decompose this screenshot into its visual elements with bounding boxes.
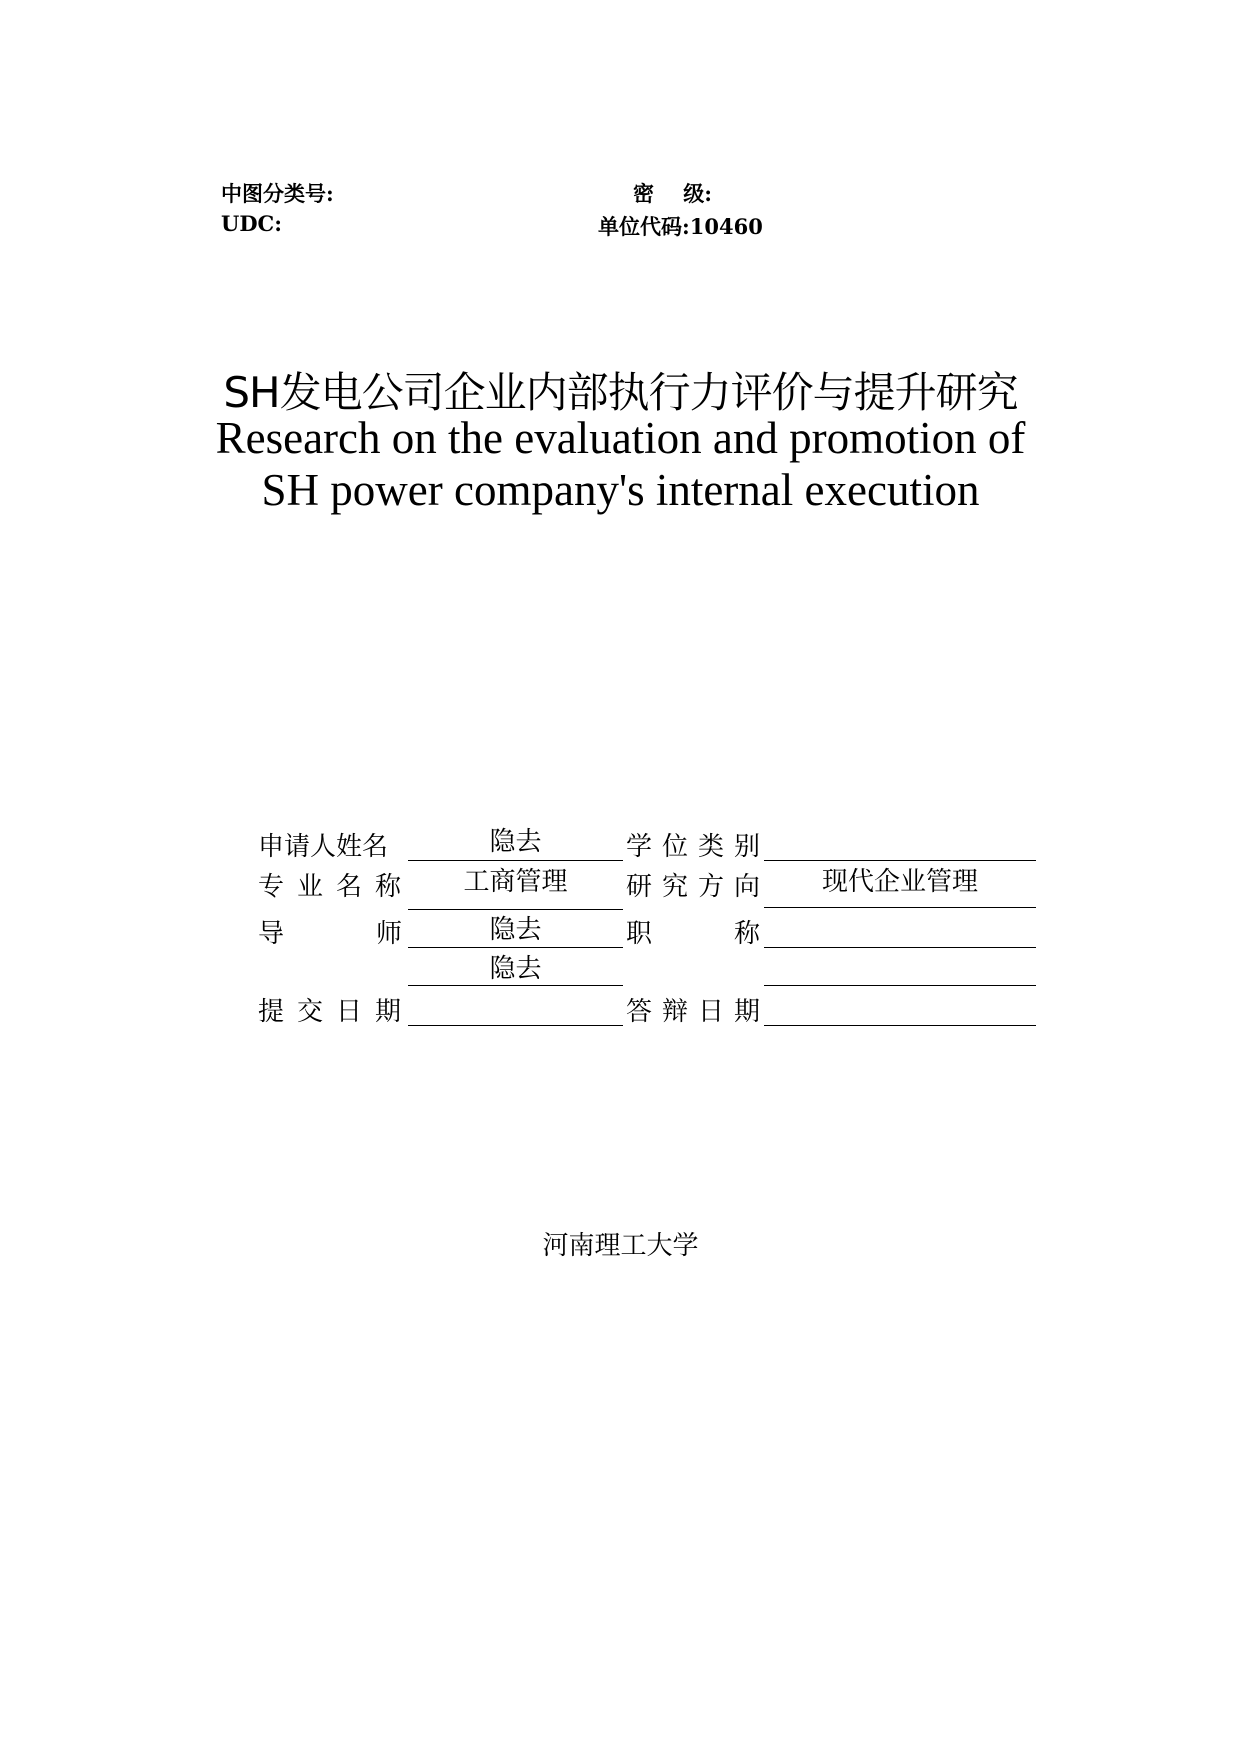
applicant-value: 隐去 (408, 822, 623, 861)
info-row-advisor (258, 909, 1038, 949)
thesis-title-english-line1: Research on the evaluation and promotion of (215, 413, 1026, 463)
thesis-info-form (258, 822, 1038, 1027)
major-value: 工商管理 (463, 867, 568, 897)
title-label-text: 职称 (626, 919, 843, 949)
unit-code-label: 单位代码: (598, 214, 690, 239)
advisor2-title-value (764, 949, 1036, 986)
applicant-label: 申请人姓名 (258, 832, 389, 862)
submit-date-label: 提交日期 (258, 997, 415, 1027)
advisor-label-text: 导师 (258, 919, 495, 949)
degree-type-value (764, 822, 1036, 861)
thesis-title-english-line2: SH power company's internal execution (261, 465, 980, 515)
unit-code-value: 10460 (689, 214, 763, 239)
info-row-major (258, 862, 1038, 909)
unit-code (598, 211, 763, 241)
clc-label: 中图分类号: (221, 181, 334, 206)
defense-date-label: 答辩日期 (626, 997, 771, 1027)
submit-date-value (408, 987, 623, 1026)
research-direction-label: 研究方向 (626, 872, 771, 902)
advisor2-value: 隐去 (408, 949, 623, 986)
major-label: 专业名称 (258, 872, 415, 902)
info-row-dates (258, 987, 1038, 1027)
research-direction-value: 现代企业管理 (764, 862, 1036, 908)
info-row-advisor2 (258, 949, 1038, 987)
university-name: 河南理工大学 (542, 1231, 699, 1261)
title-value (764, 909, 1036, 948)
udc-label: UDC: (221, 211, 282, 236)
title-label (626, 913, 843, 950)
info-row-applicant (258, 822, 1038, 862)
defense-date-value (764, 987, 1036, 1026)
degree-type-label: 学位类别 (626, 832, 771, 862)
advisor-value: 隐去 (408, 909, 623, 948)
advisor-label (258, 913, 495, 950)
secret-level-label: 密 级: (633, 181, 712, 206)
thesis-title-chinese: SH发电公司企业内部执行力评价与提升研究 (223, 368, 1018, 417)
